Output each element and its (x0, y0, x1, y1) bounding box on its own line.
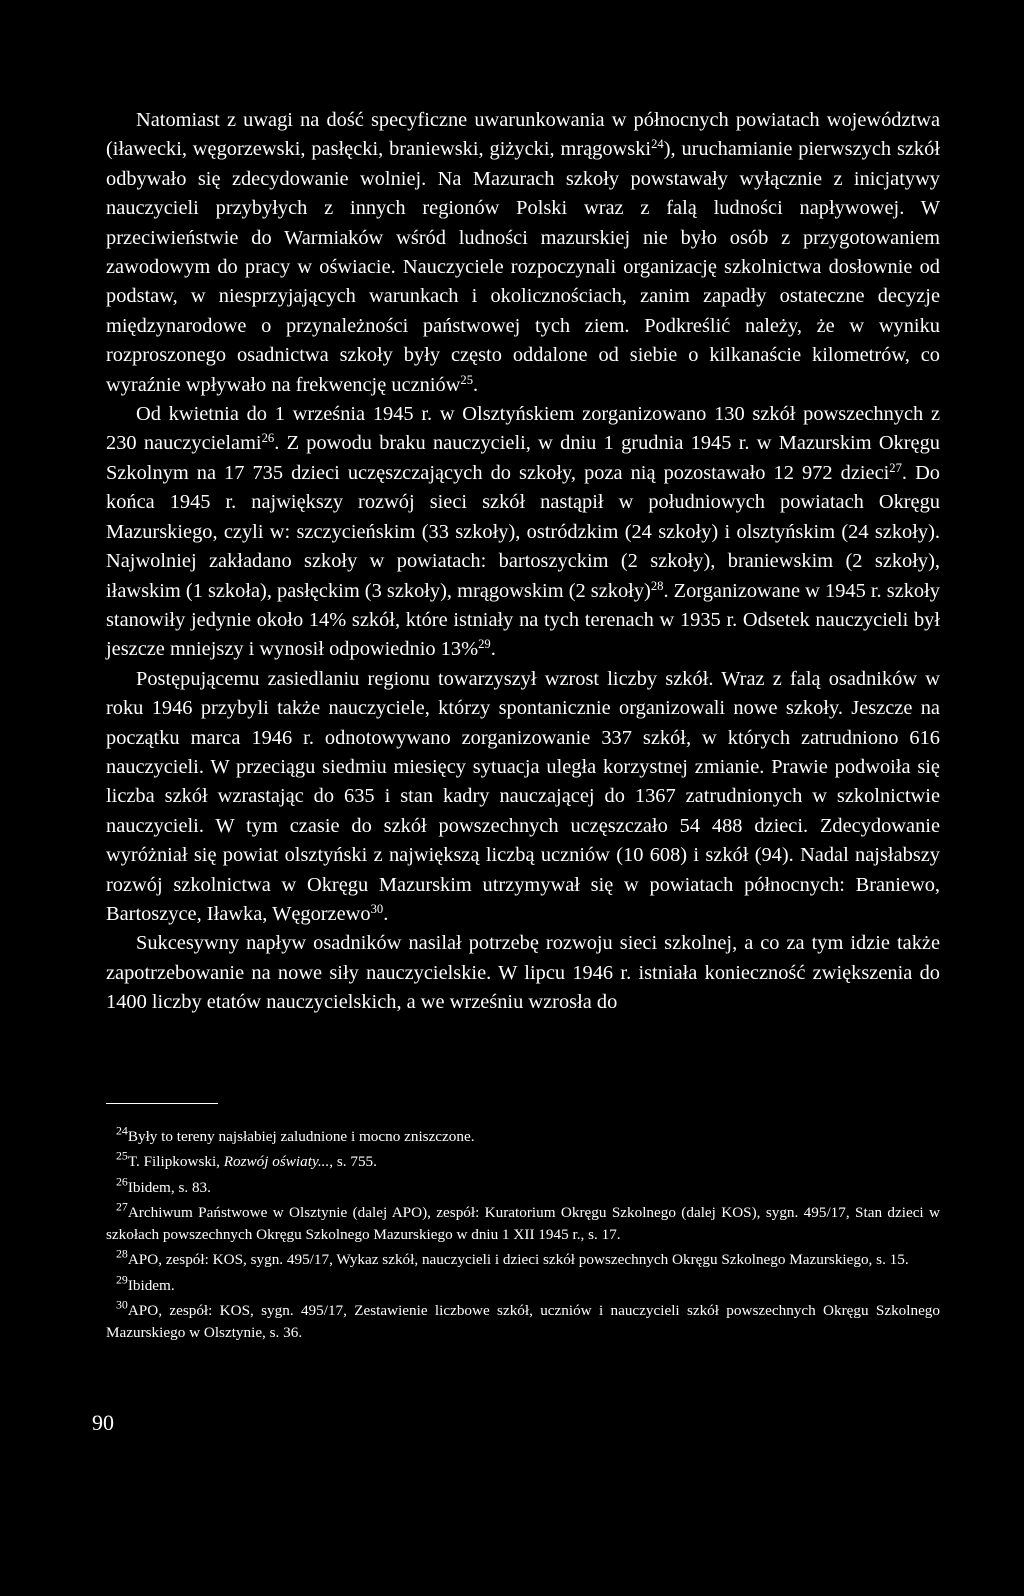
footnote-ref-30: 30 (370, 902, 384, 917)
footnote-26 (106, 1174, 940, 1199)
footnote-28 (106, 1246, 940, 1271)
footnote-number: 24 (116, 1123, 128, 1138)
text-run: ), uruchamianie pierwszych szkół odbywało się zdecydowanie wolniej. Na Mazurach szkoły powstawały wyłącznie z inicjatywy nauczycieli przybyłych z innych regionów Polski wraz z falą ludności napływowej. W przeciwieństwie do Warmiaków wśród ludności mazurskiej nie było osób z przygotowaniem zawodowym do pracy w oświacie. Nauczyciele rozpoczynali organizację szkolnictwa dosłownie od podstaw, w niesprzyjających warunkach i okolicznościach, zanim zapadły ostateczne decyzje międzynarodowe o przynależności państwowej tych ziem. Podkreślić należy, że w wyniku rozproszonego osadnictwa szkoły były często oddalone od siebie o kilkanaście kilometrów, co wyraźnie wpływało na frekwencję uczniów (106, 138, 940, 396)
footnote-text: Ibidem. (127, 1276, 175, 1294)
footnote-title-italic: Rozwój oświaty... (223, 1153, 330, 1171)
paragraph-1 (106, 106, 940, 400)
footnote-text: , s. 755. (329, 1153, 377, 1171)
footnote-ref-28: 28 (650, 578, 664, 593)
footnote-number: 30 (116, 1297, 128, 1312)
text-run: Postępującemu zasiedlaniu regionu towarzyszył wzrost liczby szkół. Wraz z falą osadników w roku 1946 przybyli także nauczyciele, którzy spontanicznie organizowali nowe szkoły. Jeszcze na początku marca 1946 r. odnotowywano zorganizowanie 337 szkół, w których zatrudniono 616 nauczycieli. W przeciągu siedmiu miesięcy sytuacja uległa korzystnej zmianie. Prawie podwoiła się liczba szkół wzrastając do 635 i stan kadry nauczającej do 1367 zatrudnionych w szkolnictwie nauczycieli. W tym czasie do szkół powszechnych uczęszczało 54 488 dzieci. Zdecydowanie wyróżniał się powiat olsztyński z największą liczbą uczniów (10 608) i szkół (94). Nadal najsłabszy rozwój szkolnictwa w Okręgu Mazurskim utrzymywał się w powiatach północnych: Braniewo, Bartoszyce, Iławka, Węgorzewo (106, 667, 940, 925)
text-run: . Do końca 1945 r. największy rozwój sieci szkół nastąpił w południowych powiatach Okręgu Mazurskiego, czyli w: szczycieńskim (33 szkoły), ostródzkim (24 szkoły) i olsztyńskim (24 szkoły). Najwolniej zakładano szkoły w powiatach: bartoszyckim (2 szkoły), braniewskim (2 szkoły), iławskim (1 szkoła), pasłęckim (3 szkoły), mrągowskim (2 szkoły) (106, 461, 940, 602)
text-run: Natomiast z uwagi na dość specyficzne uwarunkowania w północnych powiatach województwa (iławecki, węgorzewski, pasłęcki, braniewski, giżycki, mrągowski (106, 109, 940, 161)
paragraph-2 (106, 400, 940, 665)
body-text (106, 106, 940, 1018)
footnote-text: Były to tereny najsłabiej zaludnione i mocno zniszczone. (127, 1128, 475, 1145)
footnote-text: APO, zespół: KOS, sygn. 495/17, Wykaz szkół, nauczycieli i dzieci szkół powszechnych Okręgu Szkolnego Mazurskiego, s. 15. (127, 1251, 909, 1269)
footnote-text: T. Filipkowski, (127, 1153, 224, 1171)
footnote-25 (106, 1148, 940, 1173)
footnote-ref-24: 24 (651, 137, 664, 152)
footnote-text: APO, zespół: KOS, sygn. 495/17, Zestawienie liczbowe szkół, uczniów i nauczycieli szkół powszechnych Okręgu Szkolnego Mazurskiego w Olsztynie, s. 36. (106, 1302, 940, 1342)
footnote-24 (106, 1123, 940, 1148)
text-run: . (383, 902, 389, 925)
footnote-30 (106, 1297, 940, 1345)
footnotes (106, 1123, 940, 1348)
footnote-number: 27 (116, 1199, 128, 1214)
footnote-ref-27: 27 (889, 460, 902, 475)
footnote-29 (106, 1272, 940, 1297)
text-run: . Zorganizowane w 1945 r. szkoły stanowiły jedynie około 14% szkół, które istniały na tych terenach w 1935 r. Odsetek nauczycieli był jeszcze mniejszy i wynosił odpowiednio 13% (106, 579, 940, 661)
text-run: . (490, 638, 496, 661)
page-number: 90 (92, 1410, 114, 1435)
footnote-separator (106, 1103, 218, 1104)
text-run: Sukcesywny napływ osadników nasilał potrzebę rozwoju sieci szkolnej, a co za tym idzie także zapotrzebowanie na nowe siły nauczycielskie. W lipcu 1946 r. istniała konieczność zwiększenia do 1400 liczby etatów nauczycielskich, a we wrześniu wzrosła do (106, 932, 940, 1014)
paragraph-4 (106, 929, 940, 1017)
footnote-text: Ibidem, s. 83. (127, 1178, 211, 1196)
paragraph-3 (106, 665, 940, 930)
footnote-number: 28 (116, 1246, 128, 1261)
text-run: Od kwietnia do 1 września 1945 r. w Olsztyńskiem zorganizowano 130 szkół powszechnych z 230 nauczycielami (106, 403, 940, 455)
footnote-ref-25: 25 (460, 372, 474, 387)
footnote-27 (106, 1199, 940, 1247)
footnote-number: 25 (116, 1148, 128, 1163)
footnote-number: 29 (116, 1272, 128, 1287)
footnote-text: Archiwum Państwowe w Olsztynie (dalej APO), zespół: Kuratorium Okręgu Szkolnego (dalej KOS), sygn. 495/17, Stan dzieci w szkołach powszechnych Okręgu Szkolnego Mazurskiego w dniu 1 XII 1945 r., s. 17. (106, 1203, 940, 1244)
footnote-ref-29: 29 (478, 637, 491, 652)
footnote-ref-26: 26 (261, 431, 275, 446)
text-run: . Z powodu braku nauczycieli, w dniu 1 grudnia 1945 r. w Mazurskim Okręgu Szkolnym na 17 735 dzieci uczęszczających do szkoły, poza nią pozostawało 12 972 dzieci (106, 432, 940, 484)
text-run: . (473, 373, 479, 396)
footnote-number: 26 (116, 1174, 128, 1189)
